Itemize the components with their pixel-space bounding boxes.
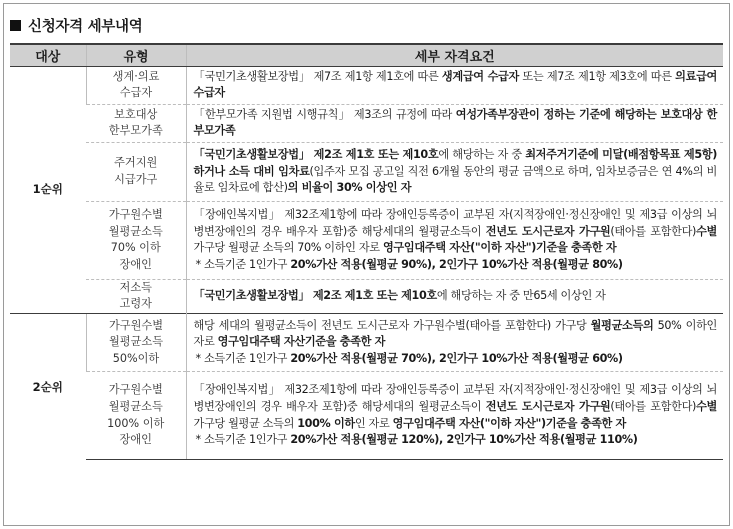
- type-cell: [86, 279, 186, 313]
- detail-text: 인 자로: [354, 416, 393, 430]
- detail-emphasis: 전년도 도시근로자 가구원: [485, 399, 611, 413]
- detail-paragraph: [194, 382, 718, 432]
- detail-cell: [186, 279, 723, 313]
- detail-text: * 소득기준 1인가구: [195, 433, 291, 447]
- detail-emphasis: 의 비율이 30% 이상인 자: [287, 181, 412, 195]
- detail-emphasis: 최저주거기준에 미달(배점항목표 제5항)하거나 소득 대비 임차료: [193, 147, 717, 178]
- detail-text: 「국민기초생활보장법」 제7조 제1항 제1호에 따른: [193, 69, 442, 83]
- detail-emphasis: 「국민기초생활보장법」 제2조 제1호 또는 제10호: [193, 289, 437, 303]
- type-line: 생계·의료: [112, 69, 160, 83]
- table-header-row: [10, 44, 723, 66]
- detail-cell: [186, 66, 723, 104]
- detail-text: 에 해당하는 자 중: [438, 147, 526, 161]
- detail-paragraph: [194, 107, 718, 140]
- detail-emphasis: 20%가산 적용(월평균 120%), 2인가구 10%가산 적용(월평균 110%): [290, 433, 638, 447]
- type-line: 한부모가족: [108, 124, 163, 138]
- type-cell: [86, 201, 186, 279]
- type-line: 장애인: [119, 433, 152, 447]
- detail-text: 에 해당하는 자 중 만65세 이상인 자: [436, 289, 606, 303]
- detail-emphasis: 영구임대주택 자산("이하 자산")기준을 충족한 자: [382, 241, 617, 255]
- detail-paragraph: [194, 207, 718, 257]
- detail-text: 「장애인복지법」 제32조제1항에 따라 장애인등록증이 교부된 자(지적장애인·정신장애인 및 제3급 이상의 뇌병변장애인의 경우 배우자 포함)중 해당세대의 월평균소득이: [193, 208, 717, 238]
- detail-cell: [186, 314, 723, 372]
- type-line: 월평균소득: [108, 399, 163, 413]
- detail-text: 50% 이하인 자로: [193, 318, 717, 349]
- type-line: 장애인: [119, 257, 152, 271]
- type-line: 주거지원: [114, 156, 158, 170]
- type-line: 월평균소득: [108, 335, 164, 349]
- detail-text: 가구당 월평균 소득의: [193, 416, 298, 430]
- detail-text: 「장애인복지법」 제32조제1항에 따라 장애인등록증이 교부된 자(지적장애인·정신장애인 및 제3급 이상의 뇌병변장애인의 경우 배우자 포함)중 해당세대의 월평균소득이: [193, 383, 717, 413]
- detail-emphasis: 여성가족부장관이 정하는 기준에 해당하는 보호대상 한부모가족: [193, 107, 717, 138]
- rank-cell: 1순위: [10, 66, 86, 314]
- type-line: 수급자: [119, 86, 153, 100]
- detail-paragraph: [194, 69, 718, 102]
- table-body: [10, 66, 723, 460]
- type-line: 50%이하: [112, 351, 160, 365]
- detail-cell: [186, 201, 723, 279]
- detail-paragraph: [194, 147, 718, 197]
- detail-text: 「한부모가족 지원법 시행규칙」 제3조의 규정에 따라: [193, 107, 456, 121]
- detail-text: (태아를 포함한다): [610, 224, 697, 238]
- type-cell: [86, 372, 186, 460]
- detail-emphasis: 월평균소득의: [590, 318, 654, 332]
- detail-emphasis: 의료급여 수급자: [193, 69, 717, 100]
- type-cell: [86, 314, 186, 372]
- detail-emphasis: 20%가산 적용(월평균 90%), 2인가구 10%가산 적용(월평균 80%): [290, 257, 623, 271]
- table-row: [10, 142, 723, 201]
- type-line: 저소득: [119, 280, 152, 294]
- detail-emphasis: 영구임대주택 자산("이하 자산")기준을 충족한 자: [392, 416, 627, 430]
- detail-paragraph: [194, 318, 718, 351]
- table-row: [10, 372, 723, 460]
- heading-bullet-icon: [10, 20, 21, 31]
- table-row: [10, 104, 723, 142]
- header-rank: 대상: [10, 44, 86, 66]
- type-line: 가구원수별: [108, 318, 164, 332]
- detail-emphasis: 수별: [696, 224, 717, 238]
- table-row: [10, 201, 723, 279]
- detail-emphasis: 생계급여 수급자: [441, 69, 519, 83]
- type-line: 100% 이하: [107, 416, 165, 430]
- detail-cell: [186, 104, 723, 142]
- detail-emphasis: 100% 이하: [297, 416, 355, 430]
- table-row: [10, 314, 723, 372]
- heading-text: 신청자격 세부내역: [28, 18, 143, 35]
- type-cell: [86, 66, 186, 104]
- type-line: 가구원수별: [108, 208, 163, 222]
- table-row: [10, 66, 723, 104]
- detail-text: (입주자 모집 공고일 직전 6개월 동안의 평균 금액으로 하며, 임차보증금은 연 4%의 비율로 임차료에 합산): [193, 164, 717, 195]
- detail-emphasis: 영구임대주택 자산기준을 충족한 자: [217, 335, 386, 349]
- detail-text: 해당 세대의 월평균소득이 전년도 도시근로자 가구원수별(태아를 포함한다) 가구당: [193, 318, 591, 332]
- type-line: 고령자: [119, 297, 152, 311]
- section-heading: [10, 14, 142, 36]
- detail-paragraph: [194, 288, 718, 305]
- header-detail: 세부 자격요건: [186, 44, 723, 66]
- detail-cell: [186, 142, 723, 201]
- detail-note: [194, 432, 718, 449]
- detail-text: * 소득기준 1인가구: [195, 351, 291, 365]
- detail-cell: [186, 372, 723, 460]
- type-cell: [86, 142, 186, 201]
- type-cell: [86, 104, 186, 142]
- type-line: 시급가구: [114, 172, 158, 186]
- detail-note: [194, 351, 718, 368]
- detail-text: (태아를 포함한다): [610, 399, 697, 413]
- detail-emphasis: 수별: [696, 399, 717, 413]
- header-type: 유형: [86, 44, 186, 66]
- table-row: [10, 279, 723, 313]
- type-line: 월평균소득: [108, 224, 163, 238]
- type-line: 70% 이하: [110, 241, 161, 255]
- detail-emphasis: 「국민기초생활보장법」 제2조 제1호 또는 제10호: [193, 147, 439, 161]
- type-line: 보호대상: [114, 107, 158, 121]
- detail-text: 또는 제7조 제1항 제3호에 따른: [518, 69, 676, 83]
- rank-cell: 2순위: [10, 314, 86, 460]
- detail-text: * 소득기준 1인가구: [195, 257, 291, 271]
- detail-note: [194, 257, 718, 274]
- detail-text: 가구당 월평균 소득의 70% 이하인 자로: [193, 241, 383, 255]
- detail-emphasis: 20%가산 적용(월평균 70%), 2인가구 10%가산 적용(월평균 60%): [290, 351, 623, 365]
- detail-emphasis: 전년도 도시근로자 가구원: [485, 224, 611, 238]
- eligibility-table: [10, 43, 723, 460]
- type-line: 가구원수별: [108, 383, 163, 397]
